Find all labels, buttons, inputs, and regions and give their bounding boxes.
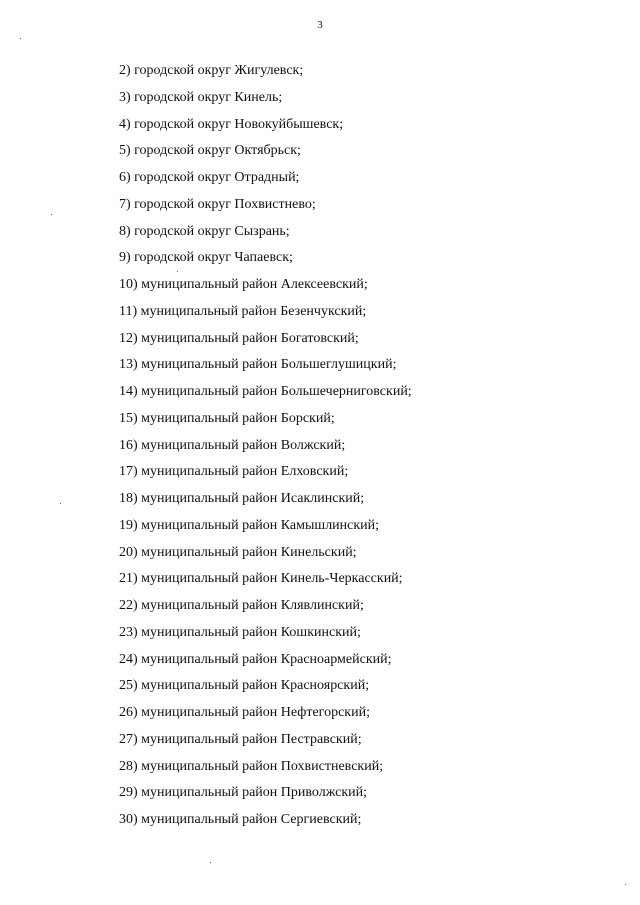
scan-speck: [210, 862, 211, 863]
list-item: 30) муниципальный район Сергиевский;: [119, 812, 362, 827]
scan-speck: [20, 38, 21, 39]
scan-speck: [177, 271, 178, 272]
list-item: 22) муниципальный район Клявлинский;: [119, 598, 364, 613]
list-item: 8) городской округ Сызрань;: [119, 223, 290, 239]
list-item: 27) муниципальный район Пестравский;: [119, 731, 362, 747]
list-item: 7) городской округ Похвистнево;: [119, 196, 316, 212]
list-item: 19) муниципальный район Камышлинский;: [119, 517, 380, 533]
list-item: 23) муниципальный район Кошкинский;: [119, 624, 361, 640]
list-item: 26) муниципальный район Нефтегорский;: [119, 705, 370, 720]
list-item: 18) муниципальный район Исаклинский;: [119, 491, 365, 506]
list-item: 9) городской округ Чапаевск;: [119, 250, 293, 266]
list-item: 24) муниципальный район Красноармейский;: [119, 651, 392, 667]
list-item: 14) муниципальный район Большечерниговский;: [119, 384, 412, 399]
list-item: 11) муниципальный район Безенчукский;: [119, 303, 367, 319]
scan-speck: [625, 884, 626, 885]
list-item: 13) муниципальный район Большеглушицкий;: [119, 357, 397, 373]
list-item: 15) муниципальный район Борский;: [119, 410, 335, 426]
list-item: 20) муниципальный район Кинельский;: [119, 544, 357, 560]
scan-speck: [60, 503, 61, 504]
list-item: 10) муниципальный район Алексеевский;: [119, 277, 368, 292]
scan-speck: [51, 214, 52, 215]
page-number: 3: [317, 19, 323, 31]
list-item: 4) городской округ Новокуйбышевск;: [119, 116, 344, 132]
list-item: 17) муниципальный район Елховский;: [119, 464, 349, 480]
list-item: 6) городской округ Отрадный;: [119, 170, 300, 185]
list-item: 25) муниципальный район Красноярский;: [119, 678, 370, 694]
list-item: 2) городской округ Жигулевск;: [119, 63, 304, 78]
list-item: 29) муниципальный район Приволжский;: [119, 785, 368, 801]
list-item: 5) городской округ Октябрьск;: [119, 143, 301, 159]
municipality-list: [119, 62, 412, 838]
list-item: 16) муниципальный район Волжский;: [119, 437, 346, 453]
list-item: 12) муниципальный район Богатовский;: [119, 330, 359, 346]
list-item: 21) муниципальный район Кинель-Черкасский;: [119, 571, 403, 587]
list-item: 3) городской округ Кинель;: [119, 89, 283, 105]
list-item: 28) муниципальный район Похвистневский;: [119, 758, 384, 774]
